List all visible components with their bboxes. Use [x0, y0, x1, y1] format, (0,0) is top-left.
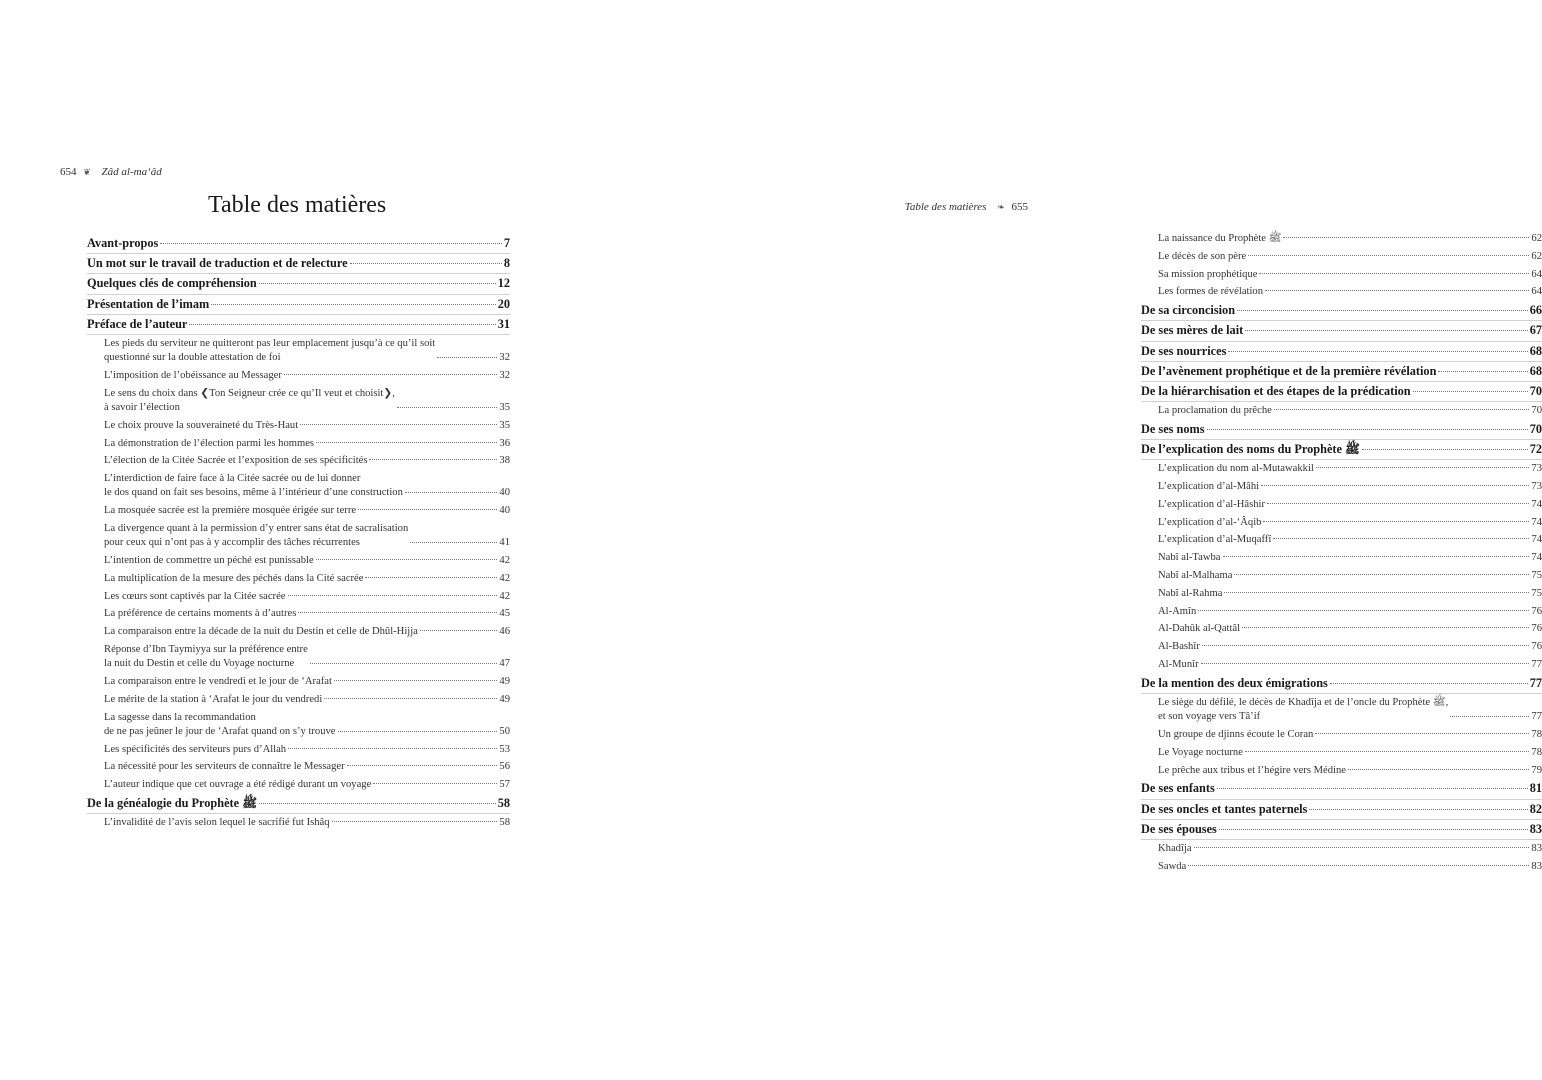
dot-leader: [1228, 351, 1527, 352]
toc-section-entry: [1141, 820, 1542, 840]
entry-page-number: 83: [1529, 821, 1542, 836]
toc-section-entry: [1141, 440, 1542, 460]
toc-section-entry: [87, 234, 510, 254]
toc-subsection-entry: [1141, 402, 1542, 420]
entry-page-number: 58: [497, 795, 510, 810]
entry-page-number: 74: [1531, 534, 1542, 546]
book-title: Zâd al-ma‘âd: [101, 166, 162, 178]
entry-page-number: 68: [1529, 363, 1542, 378]
dot-leader: [1261, 485, 1529, 486]
toc-subsection-entry: [1141, 858, 1542, 876]
entry-page-number: 45: [499, 608, 510, 620]
entry-page-number: 74: [1531, 552, 1542, 564]
toc-subsection-entry: [1141, 230, 1542, 248]
dot-leader: [1263, 521, 1529, 522]
entry-title: La comparaison entre la décade de la nuit du Destin et celle de Dhûl-Hijja: [104, 626, 418, 638]
toc-subsection-entry: [1141, 531, 1542, 549]
toc-subsection-entry: [1141, 726, 1542, 744]
dot-leader: [1245, 330, 1527, 331]
dot-leader: [1237, 310, 1528, 311]
dot-leader: [1309, 809, 1527, 810]
entry-page-number: 73: [1531, 481, 1542, 493]
entry-title: L’élection de la Citée Sacrée et l’exposition de ses spécificités: [104, 455, 368, 467]
entry-page-number: 78: [1531, 746, 1542, 758]
entry-title: [104, 709, 336, 739]
toc-subsection-entry: [87, 417, 510, 435]
entry-page-number: 70: [1529, 383, 1542, 398]
dot-leader: [1188, 865, 1529, 866]
toc-section-entry: [87, 254, 510, 274]
entry-page-number: 74: [1531, 516, 1542, 528]
toc-subsection-entry: [87, 588, 510, 606]
entry-page-number: 42: [499, 554, 510, 566]
dot-leader: [1274, 409, 1530, 410]
entry-page-number: 56: [499, 761, 510, 773]
entry-title: Les spécificités des serviteurs purs d’Allah: [104, 743, 287, 755]
dot-leader: [1198, 610, 1529, 611]
entry-title: La démonstration de l’élection parmi les hommes: [104, 437, 315, 449]
dot-leader: [347, 765, 498, 766]
toc-list-left: [87, 234, 510, 832]
entry-page-number: 77: [1531, 659, 1542, 671]
dot-leader: [1201, 663, 1530, 664]
entry-title: L’invalidité de l’avis selon lequel le sacrifié fut Ishâq: [104, 817, 330, 829]
entry-page-number: 77: [1529, 675, 1542, 690]
toc-subsection-entry: [1141, 266, 1542, 284]
entry-title-line: pour ceux qui n’ont pas à y accomplir des tâches récurrentes: [104, 536, 360, 548]
entry-title: La mosquée sacrée est la première mosquée érigée sur terre: [104, 505, 357, 517]
fleuron-icon: ❦: [83, 167, 91, 177]
entry-title: [104, 520, 408, 550]
entry-title: De ses oncles et tantes paternels: [1141, 801, 1308, 816]
toc-subsection-entry: [87, 570, 510, 588]
dot-leader: [1223, 556, 1530, 557]
entry-title: L’explication d’al-Muqaffî: [1158, 534, 1272, 546]
dot-leader: [1194, 847, 1530, 848]
page-number: 655: [1011, 201, 1028, 213]
dot-leader: [284, 374, 498, 375]
entry-title: La préférence de certains moments à d’autres: [104, 608, 297, 620]
entry-title: De l’explication des noms du Prophète ﷺ: [1141, 442, 1360, 457]
toc-subsection-entry: [87, 605, 510, 623]
entry-page-number: 47: [499, 657, 510, 669]
dot-leader: [259, 803, 496, 804]
toc-subsection-entry: [87, 691, 510, 709]
entry-page-number: 46: [499, 626, 510, 638]
toc-section-entry: [87, 315, 510, 335]
dot-leader: [259, 283, 496, 284]
entry-title: Un groupe de djinns écoute le Coran: [1158, 729, 1314, 741]
entry-title-line: le dos quand on fait ses besoins, même à l’intérieur d’une construction: [104, 487, 403, 499]
entry-title: De ses nourrices: [1141, 343, 1227, 358]
entry-page-number: 42: [499, 572, 510, 584]
dot-leader: [1330, 683, 1528, 684]
toc-list-right: [1141, 230, 1542, 876]
toc-section-entry: [1141, 321, 1542, 341]
dot-leader: [211, 304, 495, 305]
right-page: [540, 0, 1542, 1080]
entry-page-number: 62: [1531, 233, 1542, 244]
dot-leader: [358, 509, 497, 510]
entry-page-number: 32: [499, 369, 510, 381]
dot-leader: [1267, 503, 1529, 504]
entry-title-line: de ne pas jeûner le jour de ‘Arafat quand on s’y trouve: [104, 725, 336, 737]
toc-section-entry: [1141, 382, 1542, 402]
dot-leader: [1219, 829, 1528, 830]
dot-leader: [1362, 449, 1528, 450]
entry-page-number: 57: [499, 779, 510, 791]
entry-page-number: 31: [497, 316, 510, 331]
entry-page-number: 75: [1531, 570, 1542, 582]
entry-title: Al-Bashîr: [1158, 641, 1200, 653]
entry-title: Sa mission prophétique: [1158, 268, 1258, 280]
toc-subsection-entry: [87, 552, 510, 570]
entry-page-number: 53: [499, 743, 510, 755]
toc-section-entry: [1141, 301, 1542, 321]
toc-subsection-entry: [87, 814, 510, 832]
entry-title-line: L’interdiction de faire face à la Citée sacrée ou de lui donner: [104, 473, 361, 485]
entry-page-number: 20: [497, 296, 510, 311]
toc-subsection-entry: [1141, 840, 1542, 858]
entry-page-number: 62: [1531, 250, 1542, 262]
entry-page-number: 7: [503, 236, 510, 250]
entry-page-number: 82: [1529, 801, 1542, 816]
dot-leader: [350, 263, 502, 264]
entry-title: Les formes de révélation: [1158, 286, 1264, 298]
dot-leader: [310, 663, 498, 664]
dot-leader: [365, 577, 497, 578]
dot-leader: [288, 748, 497, 749]
entry-page-number: 76: [1531, 641, 1542, 653]
entry-page-number: 35: [499, 419, 510, 431]
entry-title: Le mérite de la station à ‘Arafat le jour du vendredi: [104, 693, 323, 705]
entry-page-number: 50: [499, 725, 510, 737]
entry-title: Sawda: [1158, 860, 1187, 872]
running-head-right: [905, 201, 1028, 213]
entry-title: De sa circoncision: [1141, 303, 1236, 318]
dot-leader: [288, 595, 498, 596]
entry-title: Le décès de son père: [1158, 250, 1247, 262]
entry-title: [104, 470, 403, 500]
toc-subsection-entry: [1141, 620, 1542, 638]
dot-leader: [1224, 592, 1529, 593]
entry-title: De ses enfants: [1141, 781, 1215, 796]
toc-subsection-entry: [1141, 744, 1542, 762]
entry-page-number: 64: [1531, 268, 1542, 280]
entry-page-number: 35: [499, 401, 510, 413]
entry-title: [104, 385, 395, 415]
dot-leader: [316, 442, 497, 443]
toc-section-entry: [87, 295, 510, 315]
dot-leader: [1207, 429, 1528, 430]
entry-title-line: questionné sur la double attestation de foi: [104, 351, 281, 363]
dot-leader: [316, 559, 498, 560]
entry-page-number: 67: [1529, 323, 1542, 338]
entry-title: De l’avènement prophétique et de la première révélation: [1141, 363, 1437, 378]
dot-leader: [1234, 574, 1529, 575]
entry-page-number: 72: [1529, 442, 1542, 457]
entry-title: Un mot sur le travail de traduction et de relecture: [87, 256, 348, 271]
entry-page-number: 74: [1531, 498, 1542, 510]
entry-title: La comparaison entre le vendredi et le jour de ‘Arafat: [104, 675, 332, 687]
toc-subsection-entry: [1141, 567, 1542, 585]
dot-leader: [1242, 627, 1529, 628]
entry-title-line: La sagesse dans la recommandation: [104, 711, 256, 723]
entry-page-number: 83: [1531, 843, 1542, 854]
entry-title: [1158, 694, 1448, 724]
entry-title: De ses noms: [1141, 421, 1205, 436]
entry-title: Al-Munîr: [1158, 659, 1199, 671]
section-title: Table des matières: [904, 201, 987, 213]
running-head-left: [60, 166, 162, 178]
entry-title: De ses épouses: [1141, 821, 1217, 836]
toc-subsection-entry: [1141, 496, 1542, 514]
dot-leader: [1248, 255, 1529, 256]
fleuron-icon: ❧: [997, 202, 1005, 212]
dot-leader: [338, 731, 498, 732]
entry-title-line: Le siège du défilé, le décès de Khadîja et de l’oncle du Prophète ﷺ,: [1158, 697, 1449, 709]
dot-leader: [298, 612, 497, 613]
entry-title: L’intention de commettre un péché est punissable: [104, 554, 314, 566]
toc-section-entry: [1141, 800, 1542, 820]
toc-subsection-entry: [1141, 694, 1542, 726]
dot-leader: [1259, 273, 1529, 274]
toc-subsection-entry: [1141, 460, 1542, 478]
toc-subsection-entry: [1141, 283, 1542, 301]
toc-subsection-entry: [1141, 603, 1542, 621]
entry-title: [104, 335, 435, 365]
toc-section-entry: [1141, 342, 1542, 362]
entry-title: Les cœurs sont captivés par la Citée sacrée: [104, 590, 286, 602]
entry-title-line: Les pieds du serviteur ne quitteront pas leur emplacement jusqu’à ce qu’il soit: [104, 337, 436, 349]
entry-page-number: 68: [1529, 343, 1542, 358]
dot-leader: [410, 542, 497, 543]
entry-title-line: Réponse d’Ibn Taymiyya sur la préférence entre: [104, 643, 308, 655]
toc-subsection-entry: [87, 623, 510, 641]
toc-subsection-entry: [87, 709, 510, 741]
entry-page-number: 38: [499, 455, 510, 467]
entry-title: L’explication d’al-Hâshir: [1158, 498, 1265, 510]
entry-page-number: 70: [1531, 405, 1542, 417]
dot-leader: [1316, 467, 1530, 468]
toc-subsection-entry: [1141, 248, 1542, 266]
entry-page-number: 73: [1531, 463, 1542, 475]
dot-leader: [1315, 733, 1529, 734]
entry-title: L’explication d’al-Mâhi: [1158, 481, 1260, 493]
toc-subsection-entry: [1141, 514, 1542, 532]
dot-leader: [1283, 237, 1529, 238]
entry-title: Avant-propos: [87, 236, 159, 250]
dot-leader: [1265, 290, 1529, 291]
entry-title: L’explication d’al-‘Âqib: [1158, 516, 1262, 528]
entry-page-number: 64: [1531, 286, 1542, 298]
dot-leader: [332, 821, 498, 822]
toc-subsection-entry: [87, 435, 510, 453]
entry-title: De ses mères de lait: [1141, 323, 1244, 338]
entry-title: Al-Dahûk al-Qattâl: [1158, 623, 1241, 635]
entry-page-number: 70: [1529, 421, 1542, 436]
toc-section-entry: [1141, 779, 1542, 799]
dot-leader: [1245, 751, 1529, 752]
dot-leader: [324, 698, 497, 699]
entry-title: La naissance du Prophète ﷺ: [1158, 233, 1282, 244]
dot-leader: [397, 407, 498, 408]
dot-leader: [1413, 391, 1528, 392]
entry-title: [104, 641, 308, 671]
entry-page-number: 58: [499, 817, 510, 829]
toc-subsection-entry: [87, 335, 510, 367]
toc-section-entry: [1141, 674, 1542, 694]
dot-leader: [369, 459, 497, 460]
entry-page-number: 76: [1531, 623, 1542, 635]
toc-subsection-entry: [87, 641, 510, 673]
entry-title: Préface de l’auteur: [87, 316, 188, 331]
toc-subsection-entry: [87, 470, 510, 502]
toc-subsection-entry: [1141, 478, 1542, 496]
toc-subsection-entry: [87, 502, 510, 520]
dot-leader: [373, 783, 497, 784]
entry-page-number: 40: [499, 505, 510, 517]
dot-leader: [334, 680, 497, 681]
entry-title: De la hiérarchisation et des étapes de la prédication: [1141, 383, 1411, 398]
toc-subsection-entry: [1141, 638, 1542, 656]
entry-page-number: 49: [499, 693, 510, 705]
entry-page-number: 76: [1531, 605, 1542, 617]
entry-title: Nabî al-Tawba: [1158, 552, 1221, 564]
toc-subsection-entry: [1141, 585, 1542, 603]
toc-subsection-entry: [87, 776, 510, 794]
entry-page-number: 66: [1529, 303, 1542, 318]
entry-title: De la mention des deux émigrations: [1141, 675, 1328, 690]
left-page: [0, 0, 540, 1080]
entry-title-line: La divergence quant à la permission d’y entrer sans état de sacralisation: [104, 522, 409, 534]
entry-page-number: 42: [499, 590, 510, 602]
entry-page-number: 32: [499, 351, 510, 363]
dot-leader: [1273, 538, 1529, 539]
dot-leader: [1450, 716, 1529, 717]
toc-section-entry: [1141, 420, 1542, 440]
entry-page-number: 49: [499, 675, 510, 687]
entry-title: Quelques clés de compréhension: [87, 276, 257, 291]
toc-subsection-entry: [87, 385, 510, 417]
toc-subsection-entry: [87, 741, 510, 759]
entry-title: Khadîja: [1158, 843, 1192, 854]
entry-page-number: 77: [1531, 711, 1542, 723]
entry-title: L’explication du nom al-Mutawakkil: [1158, 463, 1314, 475]
entry-page-number: 78: [1531, 729, 1542, 741]
toc-subsection-entry: [87, 520, 510, 552]
dot-leader: [1438, 371, 1527, 372]
entry-page-number: 40: [499, 487, 510, 499]
dot-leader: [405, 492, 498, 493]
entry-title: Le choix prouve la souveraineté du Très-Haut: [104, 419, 299, 431]
entry-title: L’auteur indique que cet ouvrage a été rédigé durant un voyage: [104, 779, 372, 791]
entry-title-line: Le sens du choix dans ❮Ton Seigneur crée ce qu’Il veut et choisit❯,: [104, 387, 395, 399]
entry-page-number: 79: [1531, 764, 1542, 776]
dot-leader: [300, 424, 497, 425]
toc-subsection-entry: [1141, 656, 1542, 674]
entry-title: Nabî al-Malhama: [1158, 570, 1233, 582]
toc-section-entry: [1141, 362, 1542, 382]
entry-title: Présentation de l’imam: [87, 296, 210, 311]
entry-page-number: 75: [1531, 587, 1542, 599]
dot-leader: [1217, 788, 1528, 789]
entry-title: La proclamation du prêche: [1158, 405, 1272, 417]
dot-leader: [1348, 769, 1529, 770]
dot-leader: [189, 324, 495, 325]
dot-leader: [1202, 645, 1530, 646]
toc-section-entry: [87, 274, 510, 294]
entry-page-number: 83: [1531, 860, 1542, 872]
dot-leader: [437, 357, 497, 358]
page-number: 654: [60, 166, 77, 178]
entry-title: Le prêche aux tribus et l’hégire vers Médine: [1158, 764, 1346, 776]
entry-page-number: 81: [1529, 781, 1542, 796]
entry-page-number: 12: [497, 276, 510, 291]
entry-title: La multiplication de la mesure des péchés dans la Cité sacrée: [104, 572, 364, 584]
toc-heading: Table des matières: [208, 192, 387, 218]
toc-subsection-entry: [87, 673, 510, 691]
toc-subsection-entry: [87, 367, 510, 385]
entry-title: Nabî al-Rahma: [1158, 587, 1223, 599]
entry-page-number: 36: [499, 437, 510, 449]
toc-section-entry: [87, 794, 510, 814]
toc-subsection-entry: [87, 452, 510, 470]
entry-title-line: à savoir l’élection: [104, 401, 180, 413]
toc-subsection-entry: [87, 758, 510, 776]
entry-page-number: 8: [503, 256, 510, 271]
entry-title-line: la nuit du Destin et celle du Voyage nocturne: [104, 657, 295, 669]
dot-leader: [420, 630, 498, 631]
toc-subsection-entry: [1141, 762, 1542, 780]
dot-leader: [160, 243, 502, 244]
entry-title-line: et son voyage vers Tâ’if: [1158, 711, 1261, 723]
entry-title: L’imposition de l’obéissance au Messager: [104, 369, 282, 381]
entry-title: La nécessité pour les serviteurs de connaître le Messager: [104, 761, 345, 773]
entry-title: Le Voyage nocturne: [1158, 746, 1243, 758]
entry-title: Al-Amîn: [1158, 605, 1197, 617]
toc-subsection-entry: [1141, 549, 1542, 567]
entry-page-number: 41: [499, 536, 510, 548]
entry-title: De la généalogie du Prophète ﷺ: [87, 795, 258, 810]
